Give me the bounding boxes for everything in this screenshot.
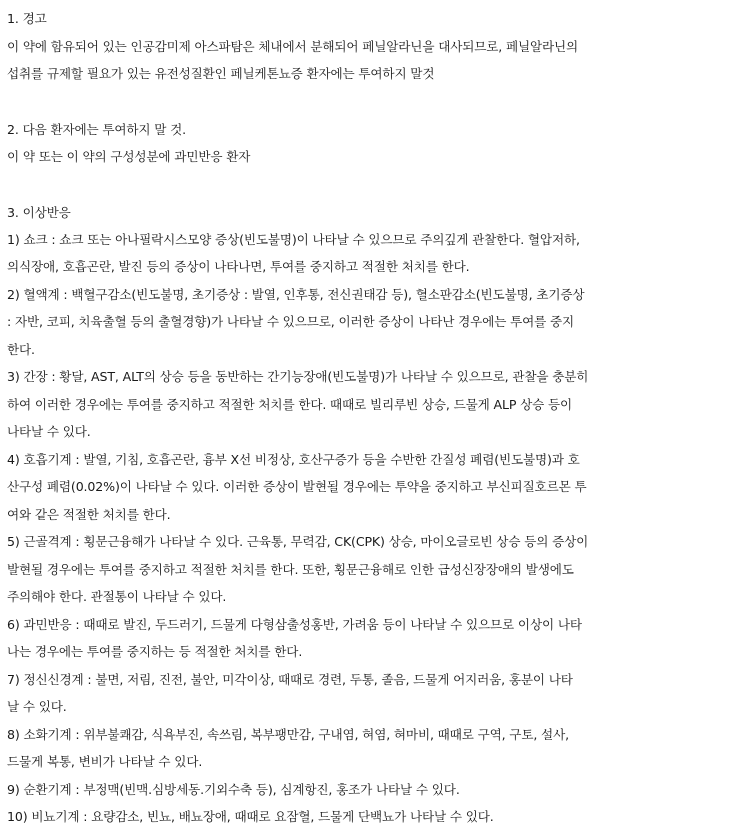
adverse-reaction-line: 6) 과민반응 : 때때로 발진, 두드러기, 드물게 다형삼출성홍반, 가려움 등이 나타날 수 있으므로 이상이 나타 [7, 617, 582, 632]
adverse-reaction-line: 한다. [7, 342, 35, 357]
adverse-reaction-line: 7) 정신신경계 : 불면, 저림, 진전, 불안, 미각이상, 때때로 경련, 두통, 졸음, 드물게 어지러움, 홍분이 나타 [7, 672, 573, 687]
adverse-reaction-line: 8) 소화기계 : 위부불쾌감, 식욕부진, 속쓰림, 복부팽만감, 구내염, 혀염, 혀마비, 때때로 구역, 구토, 설사, [7, 727, 569, 742]
adverse-reaction-line: 의식장애, 호흡곤란, 발진 등의 증상이 나타나면, 투여를 중지하고 적절한 처치를 한다. [7, 259, 470, 274]
section-heading-adverse-reactions: 3. 이상반응 [7, 205, 71, 220]
adverse-reaction-line: 나타날 수 있다. [7, 424, 91, 439]
adverse-reaction-line: 4) 호흡기계 : 발열, 기침, 호흡곤란, 흉부 X선 비정상, 호산구증가 등을 수반한 간질성 폐렴(빈도불명)과 호 [7, 452, 580, 467]
adverse-reaction-line: 발현될 경우에는 투여를 중지하고 적절한 처치를 한다. 또한, 횡문근융해로 인한 급성신장장애의 발생에도 [7, 562, 574, 577]
adverse-reaction-line: 3) 간장 : 황달, AST, ALT의 상승 등을 동반하는 간기능장애(빈도불명)가 나타날 수 있으므로, 관찰을 충분히 [7, 369, 589, 384]
adverse-reaction-line: 1) 쇼크 : 쇼크 또는 아나필락시스모양 증상(빈도불명)이 나타날 수 있으므로 주의깊게 관찰한다. 혈압저하, [7, 232, 580, 247]
adverse-reaction-line: 하여 이러한 경우에는 투여를 중지하고 적절한 처치를 한다. 때때로 빌리루빈 상승, 드물게 ALP 상승 등이 [7, 397, 573, 412]
warning-text-line: 이 약에 함유되어 있는 인공감미제 아스파탐은 체내에서 분해되어 페닐알라닌을 대사되므로, 페닐알라닌의 [7, 39, 579, 54]
adverse-reaction-line: 산구성 폐렴(0.02%)이 나타날 수 있다. 이러한 증상이 발현될 경우에는 투약을 중지하고 부신피질호르몬 투 [7, 479, 587, 494]
contraindication-text-line: 이 약 또는 이 약의 구성성분에 과민반응 환자 [7, 149, 251, 164]
adverse-reaction-line: 여와 같은 적절한 처치를 한다. [7, 507, 171, 522]
adverse-reaction-line: 나는 경우에는 투여를 중지하는 등 적절한 처치를 한다. [7, 644, 303, 659]
adverse-reaction-line: : 자반, 코피, 치육출혈 등의 출혈경향)가 나타날 수 있으므로, 이러한 증상이 나타난 경우에는 투여를 중지 [7, 314, 574, 329]
adverse-reaction-line: 9) 순환기계 : 부정맥(빈맥.심방세동.기외수축 등), 심계항진, 홍조가 나타날 수 있다. [7, 782, 460, 797]
adverse-reaction-line: 주의해야 한다. 관절통이 나타날 수 있다. [7, 589, 227, 604]
adverse-reaction-line: 드물게 복통, 변비가 나타날 수 있다. [7, 754, 203, 769]
adverse-reaction-line: 2) 혈액계 : 백혈구감소(빈도불명, 초기증상 : 발열, 인후통, 전신권태감 등), 혈소판감소(빈도불명, 초기증상 [7, 287, 585, 302]
adverse-reaction-line: 5) 근골격계 : 횡문근융해가 나타날 수 있다. 근육통, 무력감, CK(CPK) 상승, 마이오글로빈 상승 등의 증상이 [7, 534, 589, 549]
section-heading-warning: 1. 경고 [7, 11, 47, 26]
adverse-reaction-line: 10) 비뇨기계 : 요량감소, 빈뇨, 배뇨장애, 때때로 요잠혈, 드물게 단백뇨가 나타날 수 있다. [7, 809, 494, 824]
warning-text-line: 섭취를 규제할 필요가 있는 유전성질환인 페닐케톤뇨증 환자에는 투여하지 말것 [7, 66, 435, 81]
adverse-reaction-line: 날 수 있다. [7, 699, 67, 714]
section-heading-contraindications: 2. 다음 환자에는 투여하지 말 것. [7, 122, 187, 137]
